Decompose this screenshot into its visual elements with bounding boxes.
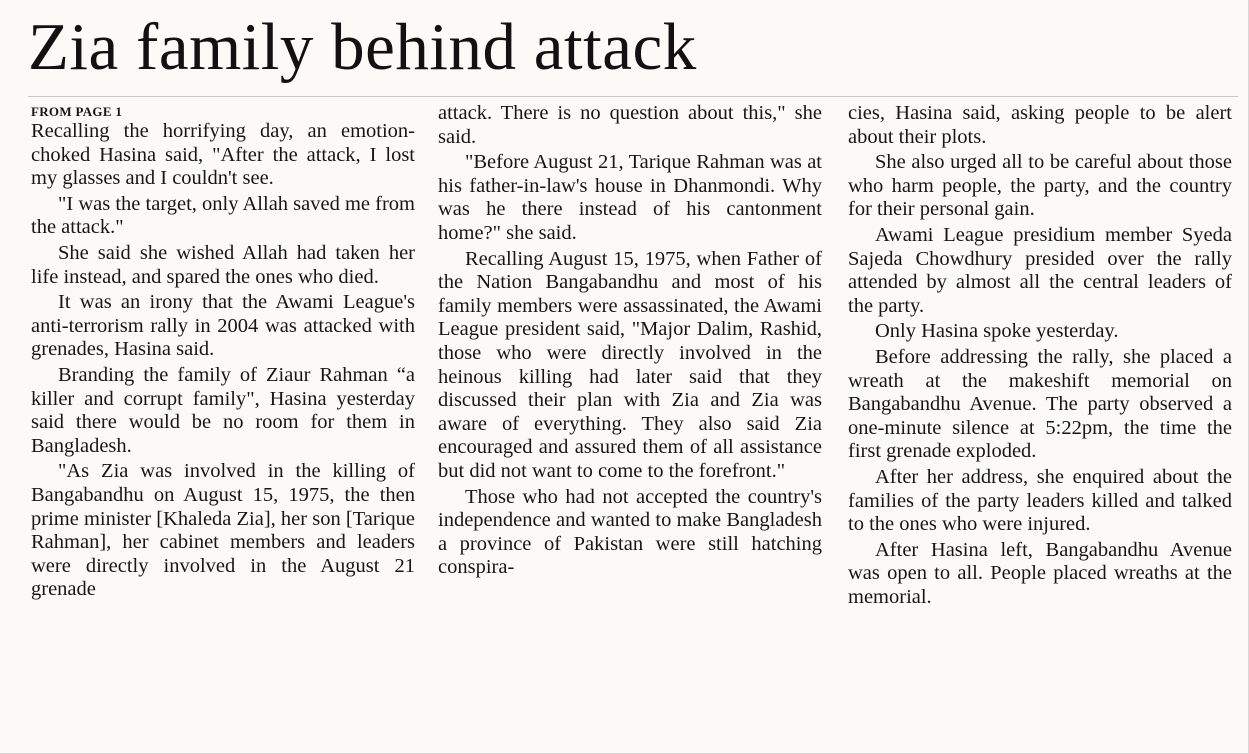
paragraph: cies, Hasina said, asking people to be alert about their plots. <box>848 102 1232 148</box>
column-1 <box>31 102 415 602</box>
paragraph: She also urged all to be careful about those who harm people, the party, and the country for their personal gain. <box>848 151 1232 221</box>
paragraph: Before addressing the rally, she placed a wreath at the makeshift memorial on Bangabandhu Avenue. The party observed a one-minute silence at 5:22pm, the time the first grenade exploded. <box>848 345 1232 463</box>
paragraph: Recalling August 15, 1975, when Father of the Nation Bangabandhu and most of his family members were assassinated, the Awami League president said, "Major Dalim, Rashid, those who were directly involved in the heinous killing had later said that they discussed their plan with Zia and Zia was aware of everything. They also said Zia encouraged and assured them of all assistance but did not want to come to the forefront." <box>438 247 822 482</box>
paragraph: "I was the target, only Allah saved me from the attack." <box>31 192 415 239</box>
paragraph: After Hasina left, Bangabandhu Avenue was open to all. People placed wreaths at the memorial. <box>848 538 1232 608</box>
headline-rule <box>28 96 1238 97</box>
paragraph: Recalling the horrifying day, an emotion-choked Hasina said, "After the attack, I lost my glasses and I couldn't see. <box>31 120 415 190</box>
paragraph: "Before August 21, Tarique Rahman was at his father-in-law's house in Dhanmondi. Why was he there instead of his cantonment home?" she said. <box>438 151 822 244</box>
column-2 <box>438 102 822 580</box>
dateline: FROM PAGE 1 <box>31 104 123 119</box>
paragraph: Branding the family of Ziaur Rahman “a killer and corrupt family", Hasina yesterday said there would be no room for them in Bangladesh. <box>31 363 415 457</box>
paragraph: attack. There is no question about this," she said. <box>438 102 822 148</box>
headline: Zia family behind attack <box>28 10 697 84</box>
paragraph: After her address, she enquired about the families of the party leaders killed and talked to the ones who were injured. <box>848 465 1232 536</box>
paragraph: Only Hasina spoke yesterday. <box>875 320 1119 343</box>
paragraph: Those who had not accepted the country's independence and wanted to make Bangladesh a province of Pakistan were still hatching conspira- <box>438 485 822 579</box>
paragraph: "As Zia was involved in the killing of Bangabandhu on August 15, 1975, the then prime minister [Khaleda Zia], her son [Tarique Rahman], her cabinet members and leaders were directly involved in the August 21 grenade <box>31 460 415 601</box>
column-3 <box>848 102 1232 609</box>
paragraph: She said she wished Allah had taken her life instead, and spared the ones who died. <box>31 241 415 288</box>
paragraph: Awami League presidium member Syeda Sajeda Chowdhury presided over the rally attended by almost all the central leaders of the party. <box>848 223 1232 317</box>
paragraph: It was an irony that the Awami League's anti-terrorism rally in 2004 was attacked with grenades, Hasina said. <box>31 291 415 361</box>
